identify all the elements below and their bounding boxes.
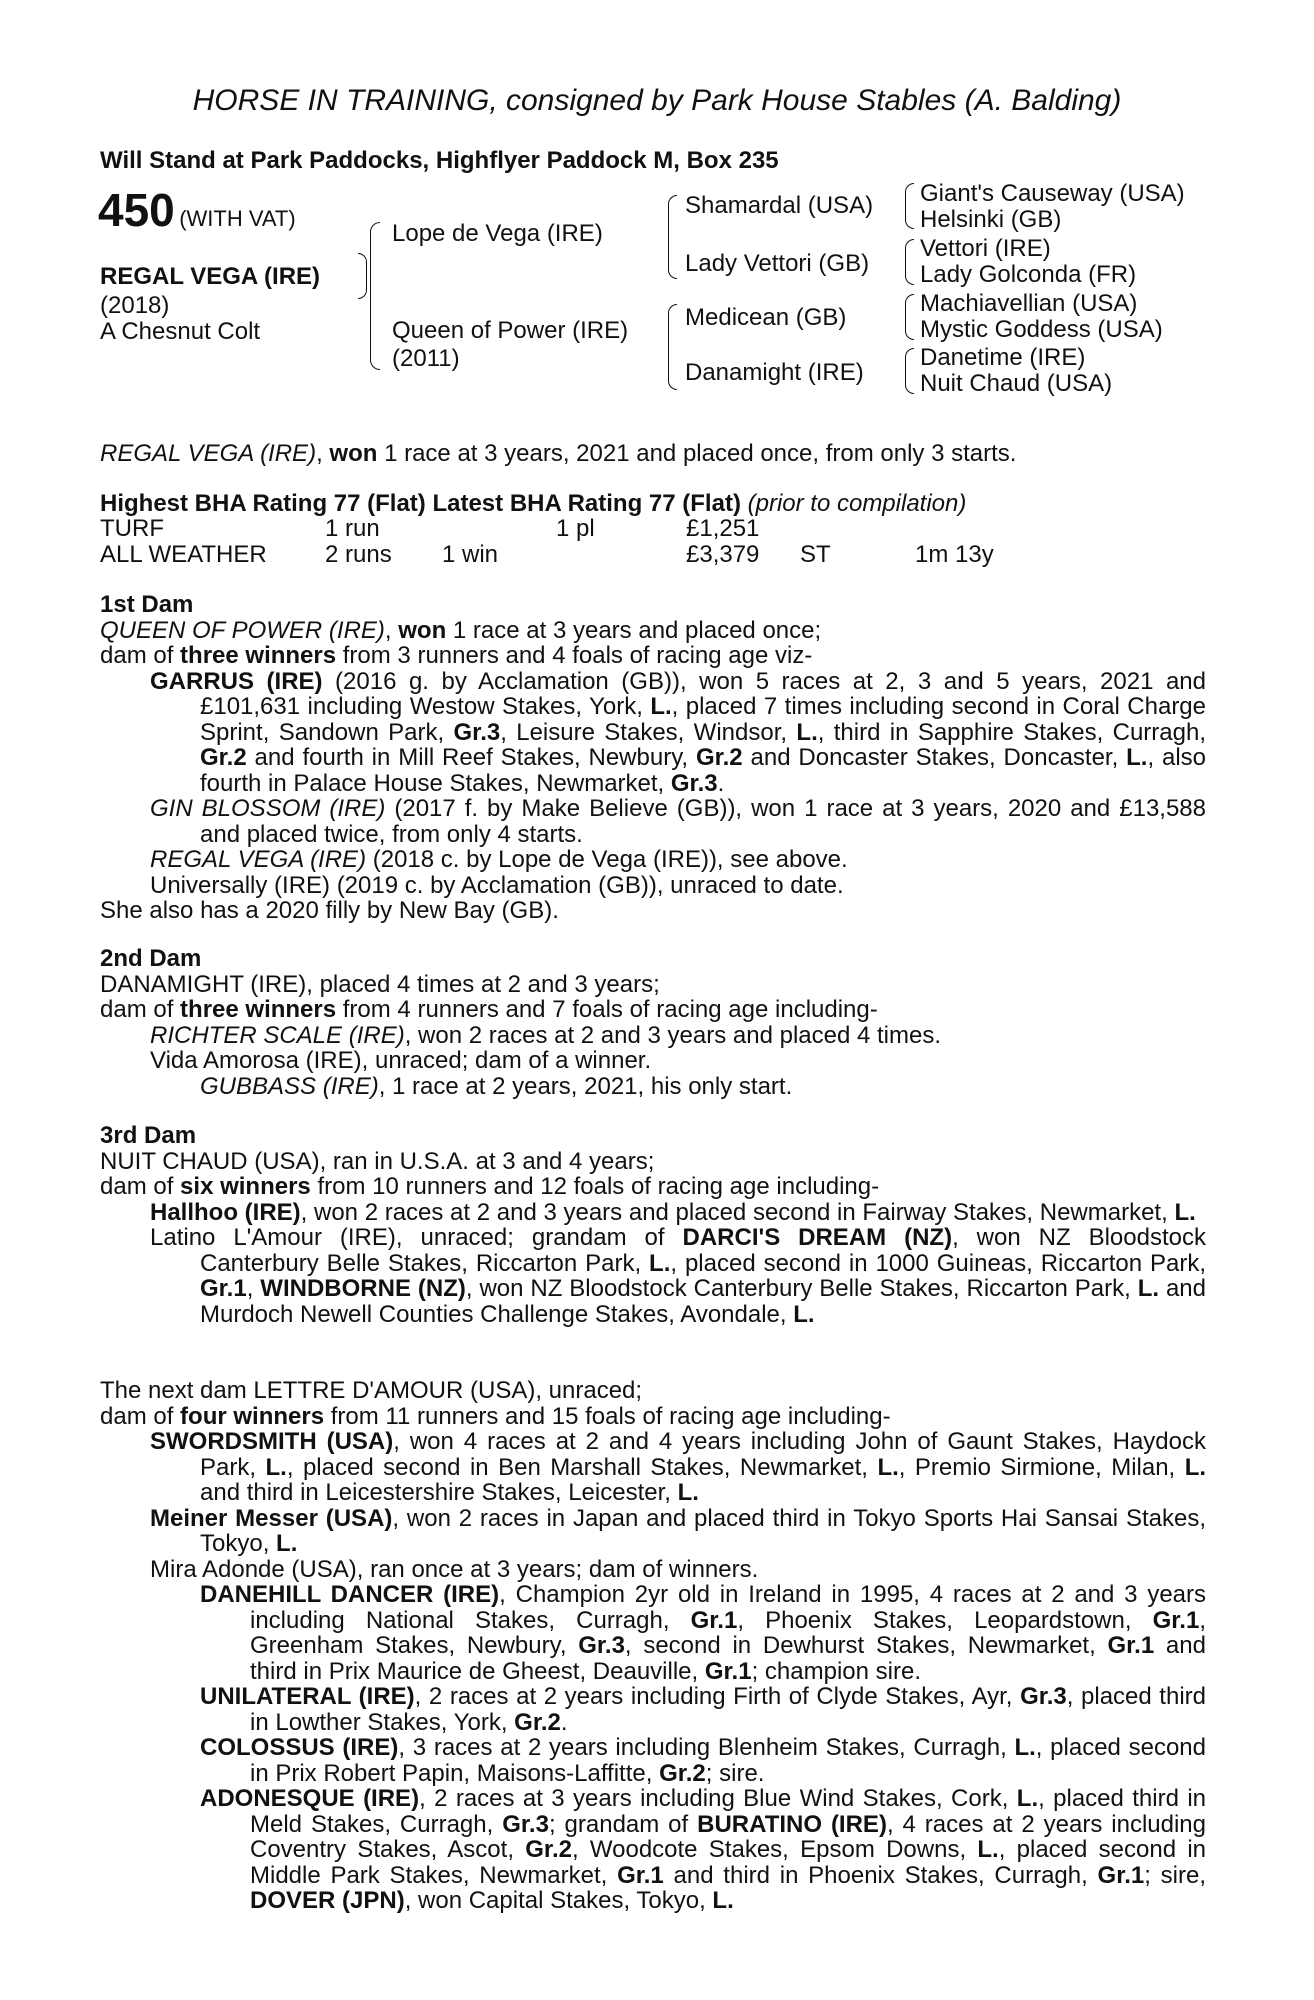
lot-number: 450: [98, 184, 175, 236]
first-dam-produce-summary: dam of three winners from 3 runners and 4 foals of racing age viz-: [100, 642, 813, 669]
pedigree-g5: Machiavellian (USA): [920, 290, 1138, 317]
produce-vida-amorosa: Vida Amorosa (IRE), unraced; dam of a winner.: [150, 1047, 652, 1074]
pedigree-brace-g2: [905, 239, 914, 285]
horse-year: (2018): [100, 292, 170, 319]
pedigree-g2: Helsinki (GB): [920, 206, 1062, 233]
horse-description: A Chesnut Colt: [100, 318, 261, 345]
produce-regal-vega: REGAL VEGA (IRE) (2018 c. by Lope de Vega (IRE)), see above.: [150, 846, 848, 873]
second-dam-line: DANAMIGHT (IRE), placed 4 times at 2 and 3 years;: [100, 970, 660, 998]
produce-danehill-dancer: DANEHILL DANCER (IRE), Champion 2yr old in Ireland in 1995, 4 races at 2 and 3 years including National Stakes, Curragh, Gr.1, Phoenix Stakes, Leopardstown, Gr.1, Greenham Stakes, Newbury, Gr.3, second in Dewhurst Stakes, Newmarket, Gr.1 and third in Prix Maurice de Gheest, Deauville, Gr.1; champion sire.: [200, 1581, 1207, 1685]
second-dam-section: [100, 946, 1206, 1099]
produce-colossus: COLOSSUS (IRE), 3 races at 2 years including Blenheim Stakes, Curragh, L., placed second in Prix Robert Papin, Maisons-Laffitte, Gr.2; sire.: [200, 1734, 1207, 1787]
pedigree-brace-main: [358, 253, 367, 299]
pedigree-dam: Queen of Power (IRE): [392, 317, 629, 344]
pedigree-dam-dam: Danamight (IRE): [685, 359, 864, 386]
page-title: HORSE IN TRAINING, consigned by Park House Stables (A. Balding): [192, 84, 1122, 117]
pedigree-sire-sire: Shamardal (USA): [685, 192, 874, 219]
bha-ratings: Highest BHA Rating 77 (Flat) Latest BHA Rating 77 (Flat) (prior to compilation): [100, 490, 967, 517]
fourth-dam-produce-summary: dam of four winners from 11 runners and 15 foals of racing age including-: [100, 1402, 891, 1430]
fourth-dam-line: The next dam LETTRE D'AMOUR (USA), unraced;: [100, 1377, 643, 1404]
pedigree-g4: Lady Golconda (FR): [920, 261, 1137, 288]
produce-unilateral: UNILATERAL (IRE), 2 races at 2 years including Firth of Clyde Stakes, Ayr, Gr.3, placed third in Lowther Stakes, York, Gr.2.: [200, 1683, 1206, 1736]
produce-latino-lamour: Latino L'Amour (IRE), unraced; grandam of DARCI'S DREAM (NZ), won NZ Bloodstock Canterbury Belle Stakes, Riccarton Park, L., placed second in 1000 Guineas, Riccarton Park, Gr.1, WINDBORNE (NZ), won NZ Bloodstock Canterbury Belle Stakes, Riccarton Park, L. and Murdoch Newell Counties Challenge Stakes, Avondale, L.: [150, 1224, 1207, 1328]
produce-gin-blossom: GIN BLOSSOM (IRE) (2017 f. by Make Believe (GB)), won 1 race at 3 years, 2020 and £13,588 and placed twice, from only 4 starts.: [150, 795, 1207, 848]
pedigree-brace-g1: [905, 183, 914, 229]
produce-adonesque: ADONESQUE (IRE), 2 races at 3 years including Blue Wind Stakes, Cork, L., placed third in Meld Stakes, Curragh, Gr.3; grandam of BURATINO (IRE), 4 races at 2 years including Coventry Stakes, Ascot, Gr.2, Woodcote Stakes, Epsom Downs, L., placed second in Middle Park Stakes, Newmarket, Gr.1 and third in Phoenix Stakes, Curragh, Gr.1; sire, DOVER (JPN), won Capital Stakes, Tokyo, L.: [200, 1785, 1206, 1914]
produce-garrus: GARRUS (IRE) (2016 g. by Acclamation (GB)), won 5 races at 2, 3 and 5 years, 2021 and £101,631 including Westow Stakes, York, L., placed 7 times including second in Coral Charge Sprint, Sandown Park, Gr.3, Leisure Stakes, Windsor, L., third in Sapphire Stakes, Curragh, Gr.2 and fourth in Mill Reef Stakes, Newbury, Gr.2 and Doncaster Stakes, Doncaster, L., also fourth in Palace House Stakes, Newmarket, Gr.3.: [150, 667, 1207, 797]
vat-label: (WITH VAT): [179, 206, 296, 231]
produce-meiner-messer: Meiner Messer (USA), won 2 races in Japan and placed third in Tokyo Sports Hai Sansai Stakes, Tokyo, L.: [150, 1504, 1207, 1557]
produce-mira-adonde: Mira Adonde (USA), ran once at 3 years; dam of winners.: [150, 1555, 759, 1583]
pedigree-g8: Nuit Chaud (USA): [920, 370, 1113, 397]
produce-richter-scale: RICHTER SCALE (IRE), won 2 races at 2 and 3 years and placed 4 times.: [150, 1021, 942, 1049]
produce-universally: Universally (IRE) (2019 c. by Acclamation (GB)), unraced to date.: [150, 871, 844, 899]
third-dam-heading: 3rd Dam: [100, 1122, 197, 1149]
pedigree-sire-dam: Lady Vettori (GB): [685, 250, 870, 277]
catalogue-page: HORSE IN TRAINING, consigned by Park House Stables (A. Balding) Will Stand at Park Paddocks, Highflyer Paddock M, Box 235 450 (WITH VAT) REGAL VEGA (IRE) (2018) A Chesnut Colt Lope de Vega (IRE) Queen of Power (IRE) (2011) Shamardal (USA) Lady Vettori (GB) Medicean (GB) Danamight (IRE) Giant's Causeway (USA) Helsinki (GB) Vettori (IRE) Lady Golconda (FR) Machiavellian (USA) Mystic Goddess (USA) Danetime (IRE) Nuit Chaud (USA) REGAL VEGA (IRE), won 1 race at 3 years, 2021 and placed once, from only 3 starts. Highest BHA Rating 77 (Flat) Latest BHA Rating 77 (Flat) (prior to compilation) TURF 1 run 1 pl £1,251 ALL WEATHER 2 runs 1 win £3,379 ST 1m 13y 1st Dam QUEEN OF POWER (IRE), won 1 race at 3 years and placed once; dam of three winners from 3 runners and 4 foals of racing age viz- GARRUS (IRE) (2016 g. by Acclamation (GB)), won 5 races at 2, 3 and 5 years, 2021 and £101,631 including Westow Stakes, York, L., placed 7 times including second in Coral Charge Sprint, Sandown Park, Gr.3, Leisure Stakes, Windsor, L., third in Sapphire Stakes, Curragh, Gr.2 and fourth in Mill Reef Stakes, Newbury, Gr.2 and Doncaster Stakes, Doncaster, L., also fourth in Palace House Stakes, Newmarket, Gr.3. GIN BLOSSOM (IRE) (2017 f. by Make Believe (GB)), won 1 race at 3 years, 2020 and £13,588 and placed twice, from only 4 starts. REGAL VEGA (IRE) (2018 c. by Lope de Vega (IRE)), see above. Universally (IRE) (2019 c. by Acclamation (GB)), unraced to date. She also has a 2020 filly by New Bay (GB). 2nd Dam DANAMIGHT (IRE), placed 4 times at 2 and 3 years; dam of three winners from 4 runners and 7 foals of racing age including- RICHTER SCALE (IRE), won 2 races at 2 and 3 years and placed 4 times. Vida Amorosa (IRE), unraced; dam of a winner. GUBBASS (IRE), 1 race at 2 years, 2021, his only start. 3rd Dam NUIT CHAUD (USA), ran in U.S.A. at 3 and 4 years; dam of six winners from 10 runners and 12 foals of racing age including- Hallhoo (IRE), won 2 races at 2 and 3 years and placed second in Fairway Stakes, Newmarket, L. Latino L'Amour (IRE), unraced; grandam of DARCI'S DREAM (NZ), won NZ Bloodstock Canterbury Belle Stakes, Riccarton Park, L., placed second in 1000 Guineas, Riccarton Park, Gr.1, WINDBORNE (NZ), won NZ Bloodstock Canterbury Belle Stakes, Riccarton Park, L. and Murdoch Newell Counties Challenge Stakes, Avondale, L. The next dam LETTRE D'AMOUR (USA), unraced; dam of four winners from 11 runners and 15 foals of racing age including- SWORDSMITH (USA), won 4 races at 2 and 4 years including John of Gaunt Stakes, Haydock Park, L., placed second in Ben Marshall Stakes, Newmarket, L., Premio Sirmione, Milan, L. and third in Leicestershire Stakes, Leicester, L. Meiner Messer (USA), won 2 races in Japan and placed third in Tokyo Sports Hai Sansai Stakes, Tokyo, L. Mira Adonde (USA), ran once at 3 years; dam of winners. DANEHILL DANCER (IRE), Champion 2yr old in Ireland in 1995, 4 races at 2 and 3 years including National Stakes, Curragh, Gr.1, Phoenix Stakes, Leopardstown, Gr.1, Greenham Stakes, Newbury, Gr.3, second in Dewhurst Stakes, Newmarket, Gr.1 and third in Prix Maurice de Gheest, Deauville, Gr.1; champion sire. UNILATERAL (IRE), 2 races at 2 years including Firth of Clyde Stakes, Ayr, Gr.3, placed third in Lowther Stakes, York, Gr.2. COLOSSUS (IRE), 3 races at 2 years including Blenheim Stakes, Curragh, L., placed second in Prix Robert Papin, Maisons-Laffitte, Gr.2; sire. ADONESQUE (IRE), 2 races at 3 years including Blue Wind Stakes, Cork, L., placed third in Meld Stakes, Curragh, Gr.3; grandam of BURATINO (IRE), 4 races at 2 years including Coventry Stakes, Ascot, Gr.2, Woodcote Stakes, Epsom Downs, L., placed second in Middle Park Stakes, Newmarket, Gr.1 and third in Phoenix Stakes, Curragh, Gr.1; sire, DOVER (JPN), won Capital Stakes, Tokyo, L.: [0, 0, 1314, 2000]
third-dam-section: [100, 1123, 1206, 1327]
second-dam-produce-summary: dam of three winners from 4 runners and 7 foals of racing age including-: [100, 996, 878, 1023]
third-dam-line: NUIT CHAUD (USA), ran in U.S.A. at 3 and 4 years;: [100, 1147, 655, 1175]
first-dam-section: [100, 592, 1206, 924]
fourth-dam-section: [100, 1378, 1206, 1914]
stand-location: Will Stand at Park Paddocks, Highflyer Paddock M, Box 235: [100, 147, 779, 174]
pedigree-brace-parents: [370, 222, 380, 370]
pedigree-g7: Danetime (IRE): [920, 344, 1086, 371]
first-dam-heading: 1st Dam: [100, 591, 194, 618]
horse-name: REGAL VEGA (IRE): [100, 263, 321, 290]
pedigree-g3: Vettori (IRE): [920, 235, 1051, 262]
pedigree-dam-sire: Medicean (GB): [685, 304, 847, 331]
pedigree-brace-g4: [905, 348, 914, 394]
pedigree-g6: Mystic Goddess (USA): [920, 316, 1163, 343]
pedigree-g1: Giant's Causeway (USA): [920, 180, 1185, 207]
pedigree-sire: Lope de Vega (IRE): [392, 220, 603, 247]
pedigree-dam-year: (2011): [392, 345, 460, 372]
second-dam-heading: 2nd Dam: [100, 945, 202, 972]
lot-number-block: [98, 183, 296, 237]
produce-swordsmith: SWORDSMITH (USA), won 4 races at 2 and 4 years including John of Gaunt Stakes, Haydock Park, L., placed second in Ben Marshall Stakes, Newmarket, L., Premio Sirmione, Milan, L. and third in Leicestershire Stakes, Leicester, L.: [150, 1428, 1207, 1506]
race-summary: REGAL VEGA (IRE), won 1 race at 3 years, 2021 and placed once, from only 3 starts.: [100, 440, 1017, 467]
third-dam-produce-summary: dam of six winners from 10 runners and 12 foals of racing age including-: [100, 1173, 880, 1200]
pedigree-brace-g3: [905, 294, 914, 340]
produce-gubbass: GUBBASS (IRE), 1 race at 2 years, 2021, his only start.: [200, 1072, 793, 1100]
produce-note: She also has a 2020 filly by New Bay (GB).: [100, 897, 559, 924]
pedigree-brace-dam: [668, 304, 677, 390]
first-dam-line: QUEEN OF POWER (IRE), won 1 race at 3 years and placed once;: [100, 616, 822, 644]
produce-hallhoo: Hallhoo (IRE), won 2 races at 2 and 3 years and placed second in Fairway Stakes, Newmarket, L.: [150, 1198, 1196, 1226]
pedigree-brace-sire: [668, 195, 677, 279]
